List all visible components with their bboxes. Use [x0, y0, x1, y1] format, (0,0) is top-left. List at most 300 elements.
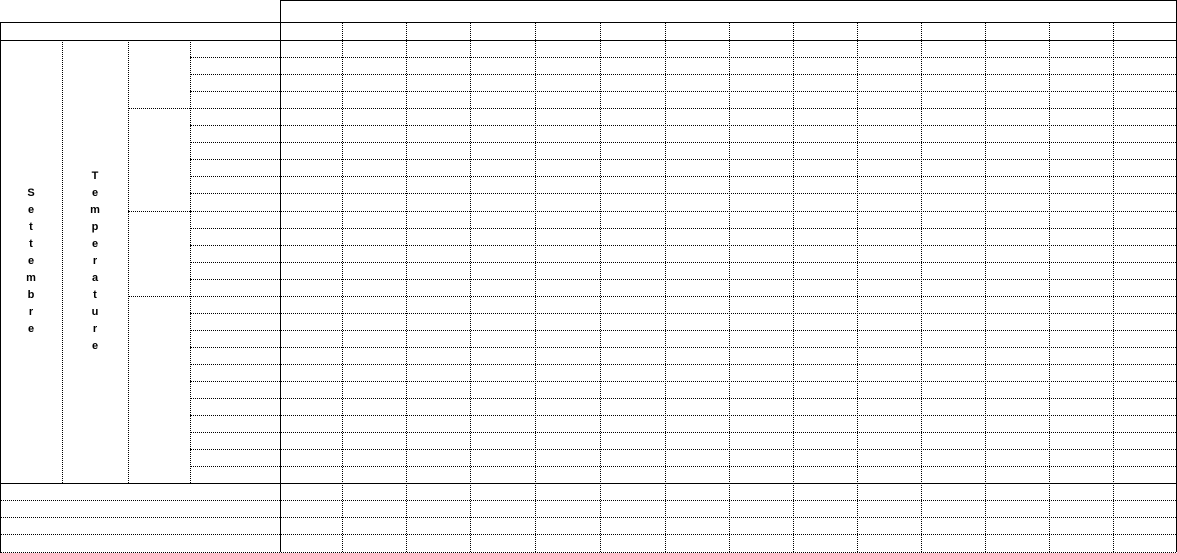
- year-value: [535, 91, 600, 108]
- year-value: [857, 517, 921, 534]
- year-value: [729, 500, 793, 517]
- row-label: [190, 176, 280, 193]
- year-value: [729, 57, 793, 74]
- year-value: [1049, 381, 1113, 398]
- year-value: [1113, 279, 1176, 296]
- year-value: [342, 245, 406, 262]
- grid-line: [1049, 22, 1050, 552]
- year-value: [665, 176, 729, 193]
- year-value: [985, 211, 1049, 228]
- year-value: [857, 483, 921, 500]
- year-value: [600, 534, 665, 551]
- year-value: [665, 347, 729, 364]
- year-value: [342, 279, 406, 296]
- year-value: [1113, 142, 1176, 159]
- year-value: [793, 330, 857, 347]
- year-value: [535, 398, 600, 415]
- grid-line: [0, 22, 1, 552]
- year-value: [1049, 432, 1113, 449]
- year-value: [985, 262, 1049, 279]
- year-value: [1049, 398, 1113, 415]
- vertical-letter: r: [92, 323, 98, 336]
- grid-line: [62, 40, 63, 483]
- grid-line: [0, 483, 1176, 484]
- row-label: [190, 330, 280, 347]
- medie-value: [280, 415, 342, 432]
- year-value: [406, 483, 470, 500]
- year-value: [470, 228, 535, 245]
- year-value: [600, 40, 665, 57]
- year-value: [793, 347, 857, 364]
- year-value: [1049, 500, 1113, 517]
- year-value: [535, 296, 600, 313]
- year-value: [1049, 313, 1113, 330]
- row-label: [190, 228, 280, 245]
- year-value: [1113, 40, 1176, 57]
- year-value: [921, 193, 985, 210]
- year-value: [921, 108, 985, 125]
- year-value: [665, 245, 729, 262]
- row-label: [190, 347, 280, 364]
- medie-value: [280, 57, 342, 74]
- year-value: [729, 466, 793, 483]
- year-value: [729, 347, 793, 364]
- year-value: [406, 228, 470, 245]
- year-value: [470, 449, 535, 466]
- year-value: [729, 176, 793, 193]
- vertical-letter: e: [27, 204, 35, 217]
- year-value: [793, 483, 857, 500]
- year-value: [600, 142, 665, 159]
- year-value: [665, 466, 729, 483]
- year-value: [406, 176, 470, 193]
- year-value: [406, 245, 470, 262]
- month-vertical-label: [0, 40, 62, 483]
- grid-line: [406, 22, 407, 552]
- year-value: [600, 466, 665, 483]
- year-value: [535, 500, 600, 517]
- year-value: [665, 296, 729, 313]
- grid-line: [190, 279, 1176, 280]
- year-value: [1113, 228, 1176, 245]
- year-value: [793, 534, 857, 551]
- year-value: [1049, 159, 1113, 176]
- year-value: [535, 211, 600, 228]
- grid-line: [190, 432, 1176, 433]
- medie-value: [280, 364, 342, 381]
- year-value: [406, 364, 470, 381]
- year-value: [470, 176, 535, 193]
- year-value: [342, 211, 406, 228]
- year-value: [470, 483, 535, 500]
- grid-line: [1113, 22, 1114, 552]
- year-value: [1113, 313, 1176, 330]
- year-header: [729, 22, 793, 40]
- year-value: [665, 159, 729, 176]
- row-label: [190, 449, 280, 466]
- year-value: [342, 347, 406, 364]
- row-label: [190, 91, 280, 108]
- year-value: [535, 313, 600, 330]
- row-label: [190, 398, 280, 415]
- year-value: [470, 313, 535, 330]
- grid-line: [190, 313, 1176, 314]
- year-header: [406, 22, 470, 40]
- valori-header: [0, 22, 280, 40]
- year-value: [665, 483, 729, 500]
- year-value: [342, 108, 406, 125]
- year-value: [1113, 74, 1176, 91]
- year-value: [470, 279, 535, 296]
- year-value: [857, 245, 921, 262]
- year-value: [470, 398, 535, 415]
- year-value: [729, 415, 793, 432]
- year-value: [600, 262, 665, 279]
- year-value: [342, 262, 406, 279]
- year-value: [600, 347, 665, 364]
- year-value: [342, 296, 406, 313]
- vertical-letter: e: [91, 238, 99, 251]
- row-label: [190, 211, 280, 228]
- vertical-letter: e: [27, 255, 35, 268]
- year-value: [342, 159, 406, 176]
- year-value: [921, 415, 985, 432]
- medie-value: [280, 517, 342, 534]
- year-value: [470, 534, 535, 551]
- year-value: [857, 176, 921, 193]
- year-value: [535, 176, 600, 193]
- year-value: [600, 159, 665, 176]
- medie-value: [280, 466, 342, 483]
- bottom-row-label: [0, 517, 280, 534]
- year-value: [857, 108, 921, 125]
- row-label: [190, 125, 280, 142]
- year-value: [985, 517, 1049, 534]
- vertical-letter: r: [28, 306, 34, 319]
- grid-line: [190, 466, 1176, 467]
- vertical-letter: m: [90, 204, 100, 217]
- year-value: [600, 364, 665, 381]
- year-value: [793, 517, 857, 534]
- medie-value: [280, 193, 342, 210]
- year-value: [470, 245, 535, 262]
- year-value: [665, 74, 729, 91]
- year-value: [1049, 296, 1113, 313]
- year-value: [1049, 74, 1113, 91]
- row-label: [190, 466, 280, 483]
- grid-line: [190, 176, 1176, 177]
- year-value: [535, 193, 600, 210]
- year-value: [729, 74, 793, 91]
- medie-value: [280, 262, 342, 279]
- year-value: [729, 159, 793, 176]
- vertical-letter: e: [27, 323, 35, 336]
- year-value: [921, 159, 985, 176]
- year-value: [729, 108, 793, 125]
- year-value: [921, 534, 985, 551]
- year-value: [600, 313, 665, 330]
- year-value: [729, 364, 793, 381]
- year-value: [406, 313, 470, 330]
- year-value: [1049, 91, 1113, 108]
- year-value: [793, 40, 857, 57]
- year-value: [921, 74, 985, 91]
- year-value: [342, 432, 406, 449]
- row-label: [190, 108, 280, 125]
- year-value: [985, 91, 1049, 108]
- year-value: [857, 211, 921, 228]
- medie-value: [280, 159, 342, 176]
- vertical-letter: t: [29, 238, 33, 251]
- year-value: [665, 262, 729, 279]
- grid-line: [190, 91, 1176, 92]
- year-value: [535, 245, 600, 262]
- grid-line: [280, 0, 281, 22]
- year-value: [985, 228, 1049, 245]
- year-value: [793, 228, 857, 245]
- year-value: [793, 125, 857, 142]
- medie-value: [280, 483, 342, 500]
- year-value: [406, 74, 470, 91]
- row-label: [190, 74, 280, 91]
- year-value: [470, 211, 535, 228]
- medie-value: [280, 279, 342, 296]
- year-value: [1113, 330, 1176, 347]
- year-value: [342, 57, 406, 74]
- table-title: [280, 2, 1176, 22]
- year-value: [406, 330, 470, 347]
- year-value: [535, 347, 600, 364]
- year-value: [985, 330, 1049, 347]
- year-value: [985, 57, 1049, 74]
- row-label: [190, 432, 280, 449]
- year-value: [470, 159, 535, 176]
- grid-line: [342, 22, 343, 552]
- year-value: [793, 193, 857, 210]
- vertical-letter: e: [91, 340, 99, 353]
- year-value: [921, 262, 985, 279]
- year-value: [729, 313, 793, 330]
- year-header: [921, 22, 985, 40]
- year-value: [535, 381, 600, 398]
- year-value: [600, 176, 665, 193]
- year-value: [1113, 483, 1176, 500]
- year-value: [985, 74, 1049, 91]
- year-value: [470, 108, 535, 125]
- year-value: [1049, 330, 1113, 347]
- year-value: [470, 74, 535, 91]
- year-header: [1049, 22, 1113, 40]
- year-value: [1049, 534, 1113, 551]
- year-value: [793, 466, 857, 483]
- year-value: [342, 91, 406, 108]
- medie-value: [280, 381, 342, 398]
- year-value: [985, 534, 1049, 551]
- medie-value: [280, 245, 342, 262]
- year-value: [600, 193, 665, 210]
- year-value: [600, 211, 665, 228]
- year-value: [470, 364, 535, 381]
- year-value: [793, 415, 857, 432]
- year-value: [665, 432, 729, 449]
- year-value: [535, 432, 600, 449]
- year-value: [921, 40, 985, 57]
- year-value: [665, 313, 729, 330]
- grid-line: [190, 74, 1176, 75]
- year-value: [600, 483, 665, 500]
- row-label: [190, 296, 280, 313]
- year-value: [985, 466, 1049, 483]
- year-value: [1113, 91, 1176, 108]
- medie-value: [280, 91, 342, 108]
- year-value: [406, 279, 470, 296]
- year-value: [921, 142, 985, 159]
- year-value: [793, 176, 857, 193]
- year-value: [342, 517, 406, 534]
- year-value: [857, 381, 921, 398]
- year-value: [470, 193, 535, 210]
- year-value: [342, 500, 406, 517]
- year-value: [535, 534, 600, 551]
- year-value: [665, 279, 729, 296]
- year-value: [470, 415, 535, 432]
- year-value: [985, 296, 1049, 313]
- grid-line: [0, 517, 1176, 518]
- year-value: [1049, 108, 1113, 125]
- year-value: [342, 381, 406, 398]
- year-value: [665, 125, 729, 142]
- year-value: [985, 193, 1049, 210]
- vertical-letter: b: [27, 289, 35, 302]
- medie-value: [280, 398, 342, 415]
- year-value: [793, 91, 857, 108]
- year-value: [857, 415, 921, 432]
- group-label: [128, 296, 190, 364]
- row-label: [190, 381, 280, 398]
- year-value: [535, 483, 600, 500]
- year-value: [406, 398, 470, 415]
- medie-value: [280, 500, 342, 517]
- vertical-letter: e: [91, 187, 99, 200]
- grid-line: [0, 40, 1176, 41]
- year-value: [921, 398, 985, 415]
- year-value: [665, 142, 729, 159]
- year-value: [600, 74, 665, 91]
- year-header: [1113, 22, 1176, 40]
- year-value: [857, 364, 921, 381]
- year-value: [1049, 449, 1113, 466]
- year-value: [406, 159, 470, 176]
- category-vertical-label: [62, 40, 128, 483]
- year-value: [1113, 159, 1176, 176]
- year-value: [1113, 211, 1176, 228]
- year-value: [985, 125, 1049, 142]
- year-value: [1049, 176, 1113, 193]
- year-value: [921, 483, 985, 500]
- year-value: [729, 211, 793, 228]
- vertical-letter: t: [93, 289, 97, 302]
- year-value: [406, 108, 470, 125]
- year-value: [342, 330, 406, 347]
- year-value: [729, 142, 793, 159]
- year-value: [406, 125, 470, 142]
- year-value: [600, 108, 665, 125]
- year-value: [793, 432, 857, 449]
- year-value: [729, 125, 793, 142]
- year-value: [600, 432, 665, 449]
- year-value: [600, 381, 665, 398]
- year-value: [535, 159, 600, 176]
- year-value: [470, 432, 535, 449]
- year-value: [406, 347, 470, 364]
- year-value: [985, 449, 1049, 466]
- year-value: [470, 296, 535, 313]
- year-value: [665, 211, 729, 228]
- year-value: [535, 330, 600, 347]
- grid-line: [600, 22, 601, 552]
- year-value: [985, 40, 1049, 57]
- year-value: [600, 91, 665, 108]
- year-value: [342, 364, 406, 381]
- year-value: [921, 313, 985, 330]
- year-value: [857, 500, 921, 517]
- year-value: [535, 364, 600, 381]
- year-value: [985, 483, 1049, 500]
- year-value: [535, 57, 600, 74]
- grid-line: [793, 22, 794, 552]
- year-value: [793, 245, 857, 262]
- year-value: [470, 330, 535, 347]
- year-value: [985, 279, 1049, 296]
- row-label: [190, 245, 280, 262]
- year-value: [729, 245, 793, 262]
- year-value: [793, 108, 857, 125]
- year-value: [921, 500, 985, 517]
- year-value: [600, 449, 665, 466]
- year-value: [665, 364, 729, 381]
- year-value: [921, 449, 985, 466]
- year-header: [470, 22, 535, 40]
- year-value: [921, 466, 985, 483]
- year-value: [470, 125, 535, 142]
- medie-value: [280, 125, 342, 142]
- year-value: [857, 449, 921, 466]
- grid-line: [190, 193, 1176, 194]
- vertical-letter: T: [91, 170, 99, 183]
- year-value: [535, 466, 600, 483]
- year-value: [535, 279, 600, 296]
- year-value: [342, 193, 406, 210]
- year-value: [1113, 347, 1176, 364]
- year-value: [470, 57, 535, 74]
- year-value: [1113, 449, 1176, 466]
- medie-value: [280, 176, 342, 193]
- year-value: [406, 193, 470, 210]
- year-value: [1113, 262, 1176, 279]
- year-value: [535, 228, 600, 245]
- year-value: [985, 313, 1049, 330]
- year-value: [535, 517, 600, 534]
- medie-value: [280, 142, 342, 159]
- year-value: [729, 330, 793, 347]
- year-value: [342, 142, 406, 159]
- year-value: [342, 74, 406, 91]
- grid-line: [190, 245, 1176, 246]
- year-value: [1113, 176, 1176, 193]
- row-label: [190, 142, 280, 159]
- grid-line: [729, 22, 730, 552]
- year-value: [985, 415, 1049, 432]
